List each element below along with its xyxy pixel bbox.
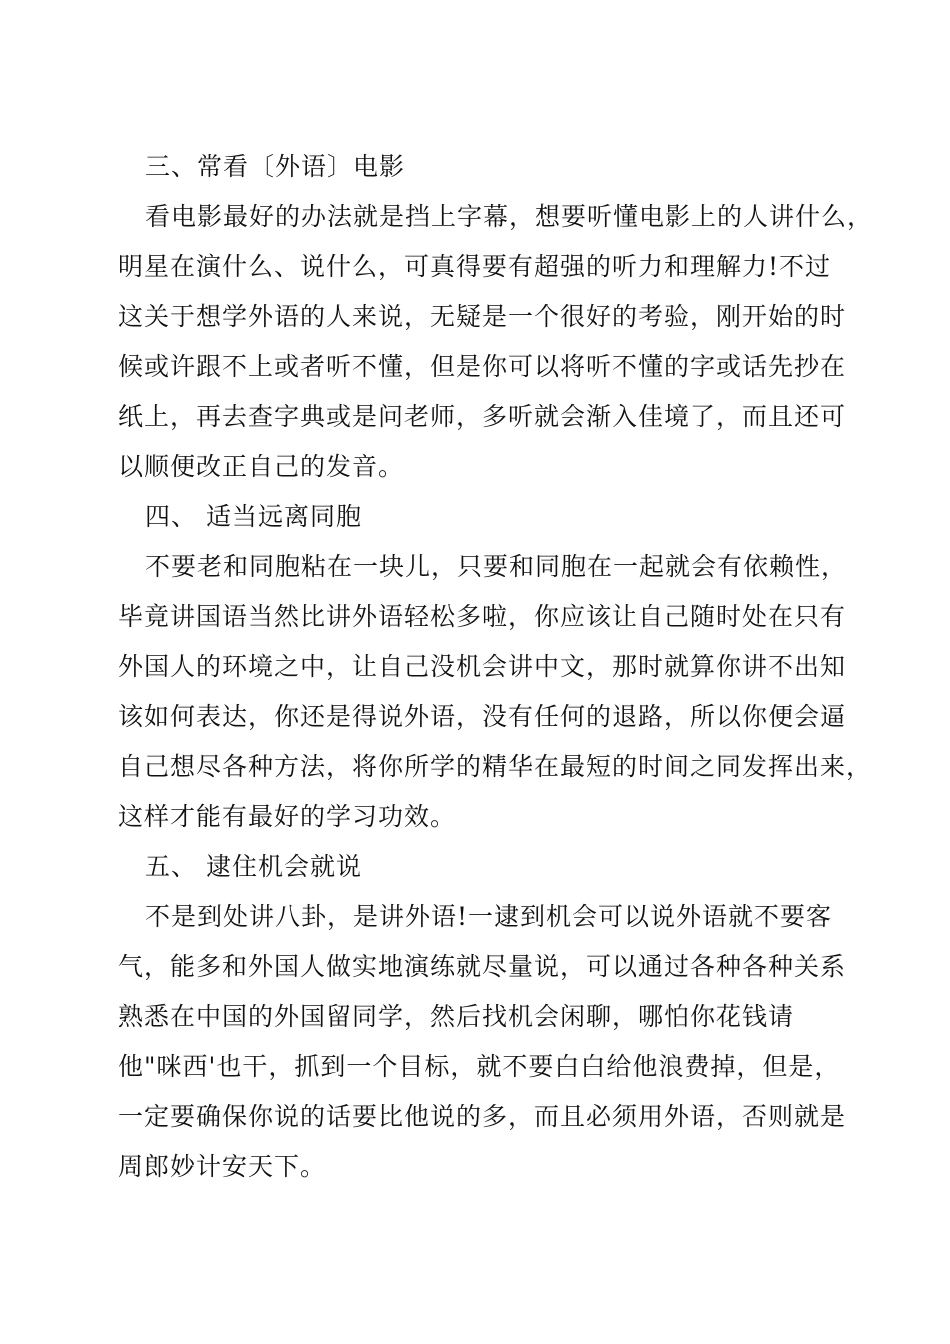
paragraph-line: 候或许跟不上或者听不懂，但是你可以将听不懂的字或话先抄在 bbox=[118, 352, 847, 381]
section-heading: 五、 逮住机会就说 bbox=[145, 852, 362, 881]
paragraph-line: 气，能多和外国人做实地演练就尽量说，可以通过各种各种关系 bbox=[118, 952, 847, 981]
paragraph-line: 看电影最好的办法就是挡上字幕，想要听懂电影上的人讲什么， bbox=[145, 202, 874, 231]
paragraph-line: 不要老和同胞粘在一块儿，只要和同胞在一起就会有依赖性， bbox=[145, 552, 848, 581]
paragraph-line: 毕竟讲国语当然比讲外语轻松多啦，你应该让自己随时处在只有 bbox=[118, 602, 847, 631]
paragraph-line: 一定要确保你说的话要比他说的多，而且必须用外语，否则就是 bbox=[118, 1102, 847, 1131]
paragraph-line: 这样才能有最好的学习功效。 bbox=[118, 802, 457, 831]
paragraph-line: 自己想尽各种方法，将你所学的精华在最短的时间之同发挥出来， bbox=[118, 752, 873, 781]
paragraph-line: 这关于想学外语的人来说，无疑是一个很好的考验，刚开始的时 bbox=[118, 302, 847, 331]
paragraph-line: 不是到处讲八卦，是讲外语!一逮到机会可以说外语就不要客 bbox=[145, 902, 833, 931]
paragraph-line: 以顺便改正自己的发音。 bbox=[118, 452, 405, 481]
paragraph-line: 外国人的环境之中，让自己没机会讲中文，那时就算你讲不出知 bbox=[118, 652, 847, 681]
paragraph-line: 纸上，再去查字典或是问老师，多听就会渐入佳境了，而且还可 bbox=[118, 402, 847, 431]
paragraph-line: 该如何表达，你还是得说外语，没有任何的退路，所以你便会逼 bbox=[118, 702, 847, 731]
section-heading: 三、常看〔外语〕电影 bbox=[145, 152, 406, 181]
paragraph-line: 明星在演什么、说什么，可真得要有超强的听力和理解力!不过 bbox=[118, 252, 832, 281]
paragraph-line: 周郎妙计安天下。 bbox=[118, 1152, 327, 1181]
paragraph-line: 熟悉在中国的外国留同学，然后找机会闲聊，哪怕你花钱请 bbox=[118, 1002, 795, 1031]
section-heading: 四、 适当远离同胞 bbox=[145, 502, 362, 531]
paragraph-line: 他"咪西'也干，抓到一个目标，就不要白白给他浪费掉，但是， bbox=[118, 1052, 841, 1081]
